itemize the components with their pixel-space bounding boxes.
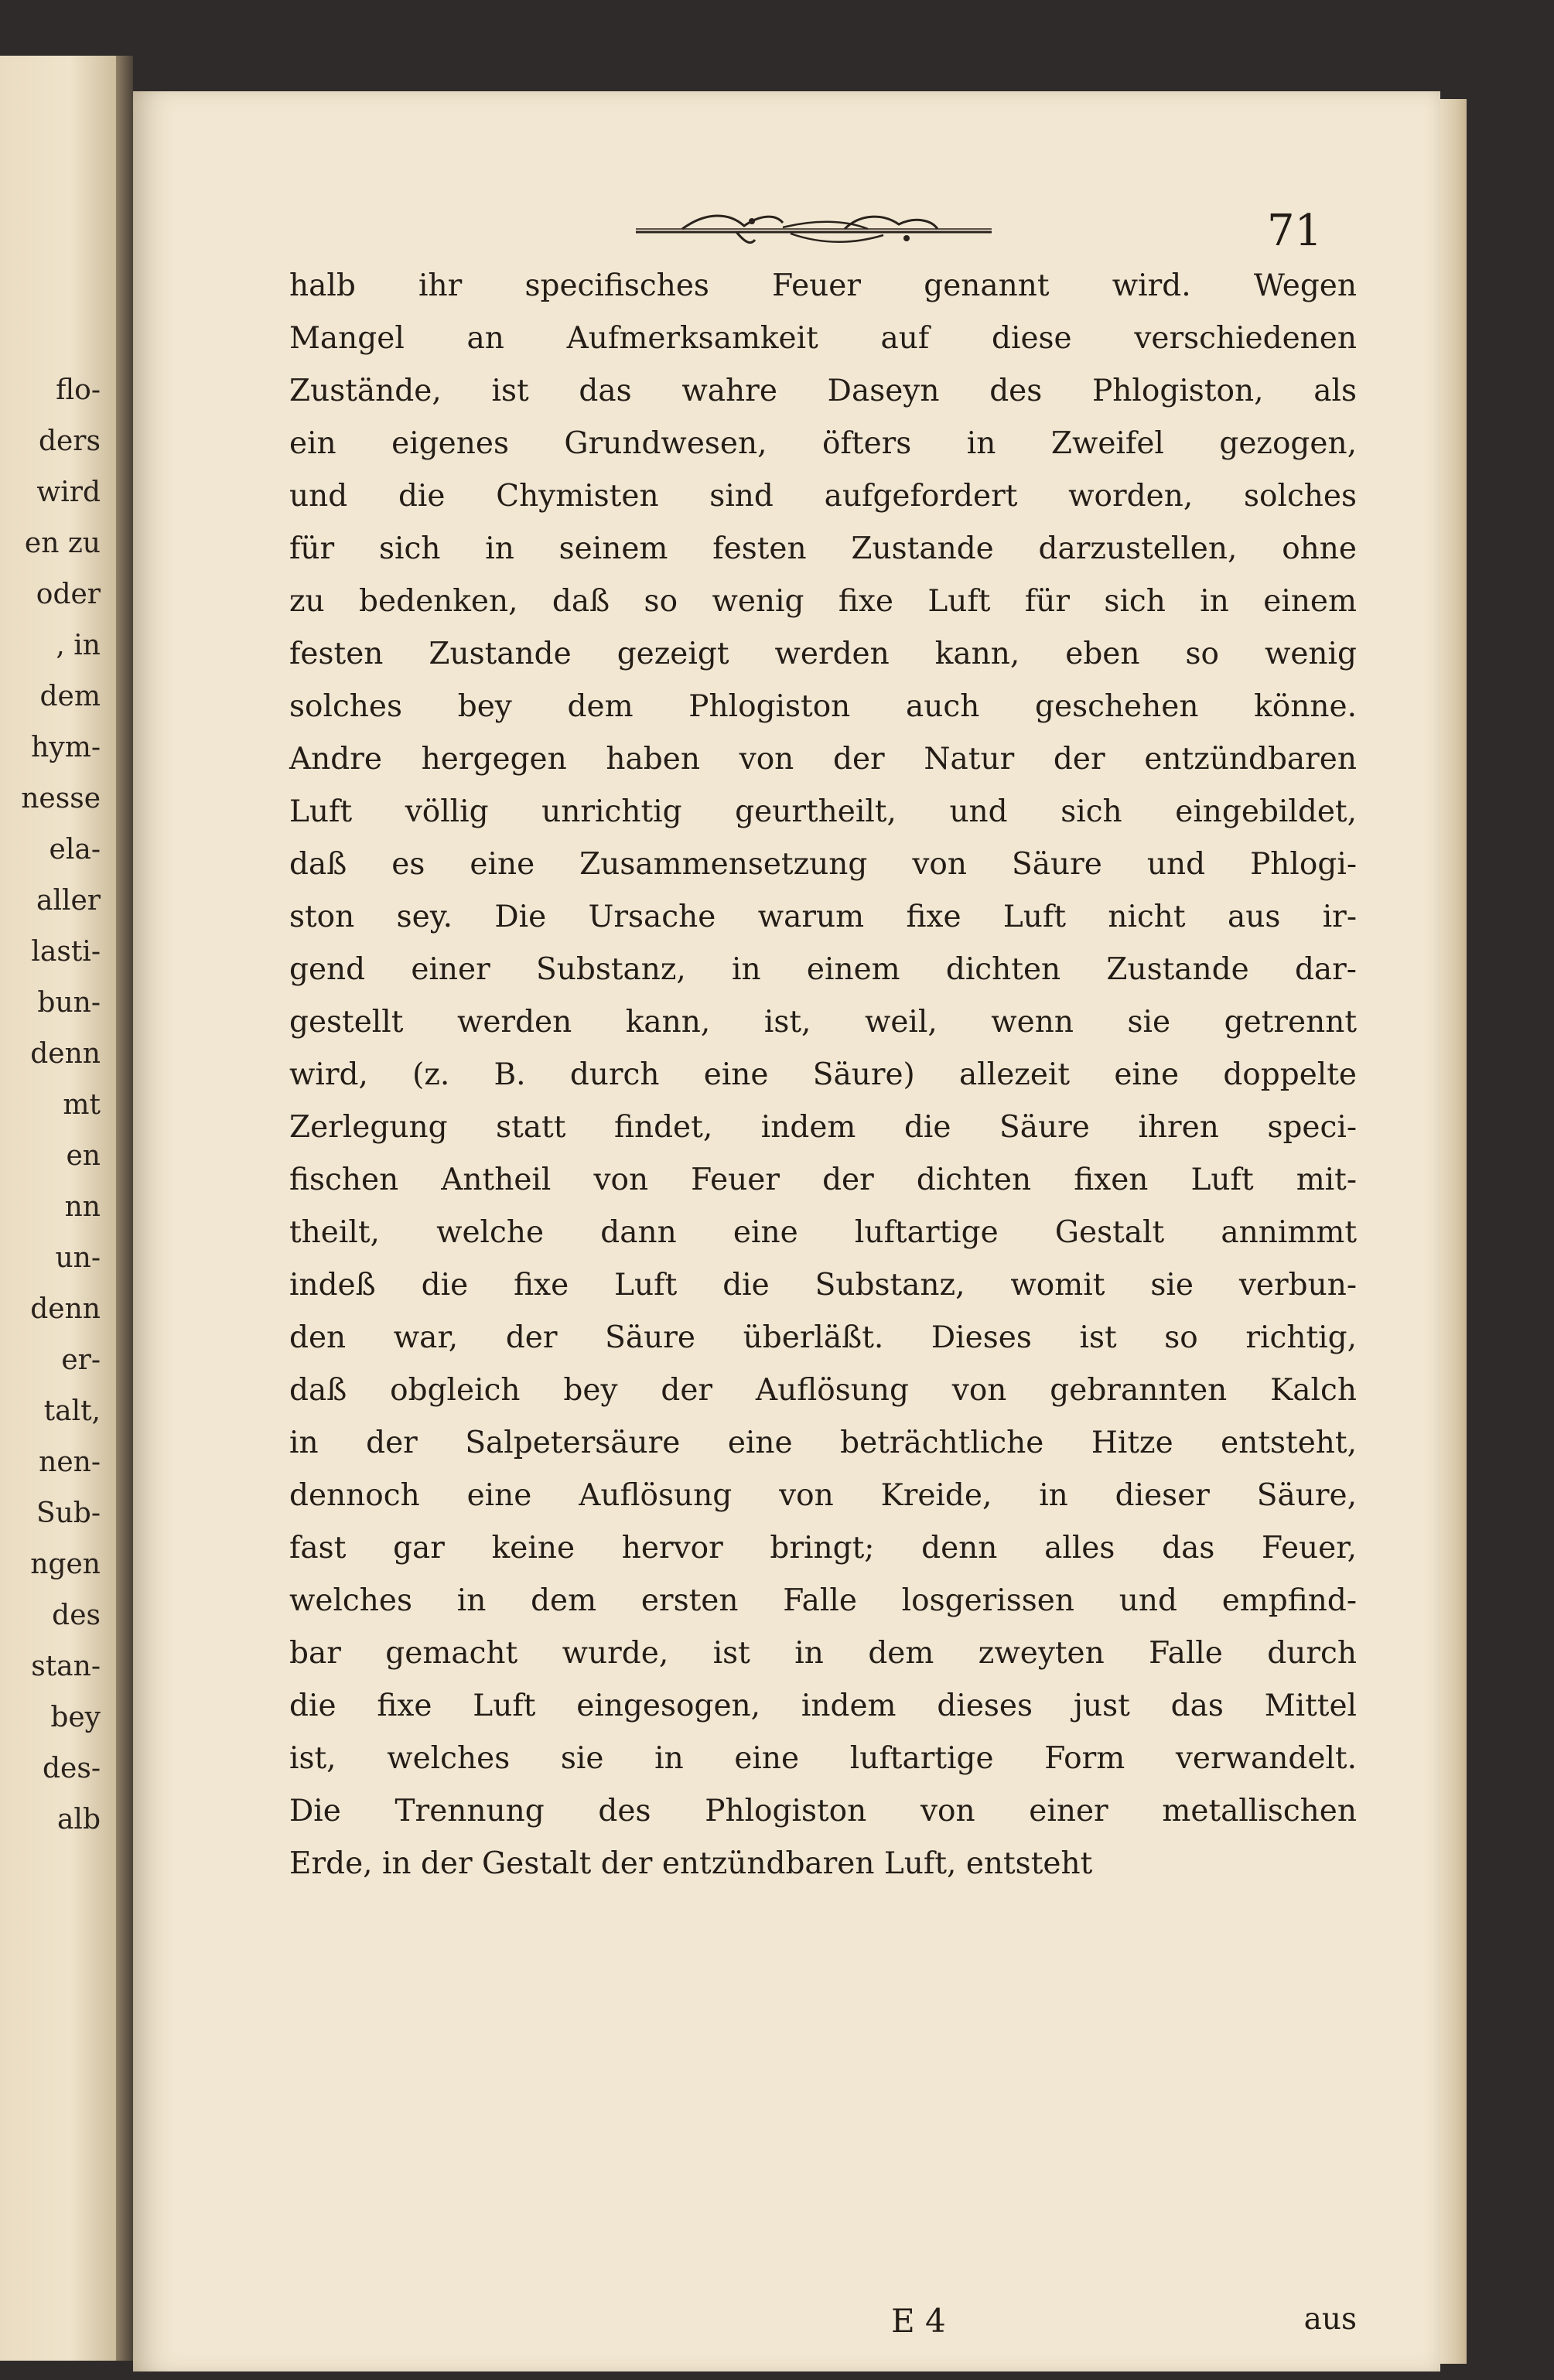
left-fragment: alb <box>56 1804 101 1835</box>
left-fragment: nn <box>64 1191 101 1223</box>
text-line: Zustände, ist das wahre Daseyn des Phlogiston, als <box>289 374 1357 408</box>
page-body <box>289 260 1357 1890</box>
left-fragment: mt <box>63 1089 101 1121</box>
left-fragment: flo- <box>56 374 101 406</box>
left-fragment: oder <box>36 579 101 610</box>
text-line: theilt, welche dann eine luftartige Gestalt annimmt <box>289 1215 1357 1250</box>
headpiece-ornament-icon <box>628 206 999 252</box>
left-fragment: , in <box>56 630 101 661</box>
text-line: ein eigenes Grundwesen, öfters in Zweifel gezogen, <box>289 426 1357 461</box>
text-line: Mangel an Aufmerksamkeit auf diese verschiedenen <box>289 321 1357 356</box>
left-fragment: hym- <box>31 732 101 763</box>
text-line: Erde, in der Gestalt der entzündbaren Luft, entsteht <box>289 1846 1093 1881</box>
text-line: den war, der Säure überläßt. Dieses ist so richtig, <box>289 1320 1357 1355</box>
left-fragment: des <box>52 1600 101 1631</box>
catchword: aus <box>1303 2302 1357 2337</box>
text-line: dennoch eine Auflösung von Kreide, in dieser Säure, <box>289 1478 1357 1513</box>
text-line: indeß die fixe Luft die Substanz, womit sie verbun- <box>289 1268 1357 1303</box>
left-page-text-fragments <box>0 365 116 1846</box>
text-line: gend einer Substanz, in einem dichten Zustande dar- <box>289 952 1357 987</box>
text-line: ist, welches sie in eine luftartige Form verwandelt. <box>289 1741 1357 1776</box>
text-line: für sich in seinem festen Zustande darzustellen, ohne <box>289 531 1357 566</box>
left-fragment: bey <box>50 1702 101 1733</box>
page-number: 71 <box>1267 206 1323 256</box>
left-fragment: un- <box>55 1242 101 1274</box>
left-fragment: ela- <box>49 834 101 866</box>
left-fragment: bun- <box>37 987 101 1019</box>
text-line: daß es eine Zusammensetzung von Säure und Phlogi- <box>289 847 1357 882</box>
left-fragment: ngen <box>30 1549 101 1580</box>
text-line: bar gemacht wurde, ist in dem zweyten Falle durch <box>289 1636 1357 1671</box>
text-line: die fixe Luft eingesogen, indem dieses just das Mittel <box>289 1689 1357 1723</box>
left-page <box>0 56 116 2361</box>
text-line: Die Trennung des Phlogiston von einer metallischen <box>289 1794 1357 1829</box>
book-gutter <box>116 56 133 2361</box>
left-fragment: nen- <box>39 1446 101 1478</box>
left-fragment: en <box>66 1140 101 1172</box>
text-line: fischen Antheil von Feuer der dichten fixen Luft mit- <box>289 1163 1357 1197</box>
text-line: ston sey. Die Ursache warum fixe Luft nicht aus ir- <box>289 900 1357 934</box>
right-page <box>133 91 1440 2371</box>
left-fragment: aller <box>36 885 101 917</box>
text-line: welches in dem ersten Falle losgerissen und empfind- <box>289 1583 1357 1618</box>
text-line: wird, (z. B. durch eine Säure) allezeit eine doppelte <box>289 1057 1357 1092</box>
text-line: solches bey dem Phlogiston auch geschehen könne. <box>289 689 1357 724</box>
left-fragment: denn <box>30 1038 101 1070</box>
text-line: zu bedenken, daß so wenig fixe Luft für sich in einem <box>289 584 1357 619</box>
left-fragment: lasti- <box>31 936 101 968</box>
page-footer <box>289 2302 1357 2356</box>
left-fragment: Sub- <box>36 1497 101 1529</box>
text-line: gestellt werden kann, ist, weil, wenn sie getrennt <box>289 1005 1357 1040</box>
left-fragment: wird <box>36 476 101 508</box>
text-line: fast gar keine hervor bringt; denn alles das Feuer, <box>289 1531 1357 1566</box>
text-line: halb ihr specifisches Feuer genannt wird. Wegen <box>289 268 1357 303</box>
left-fragment: en zu <box>24 528 101 559</box>
page-edges <box>1440 99 1467 2364</box>
left-fragment: ders <box>38 425 101 457</box>
text-line: daß obgleich bey der Auflösung von gebrannten Kalch <box>289 1373 1357 1408</box>
text-line: und die Chymisten sind aufgefordert worden, solches <box>289 479 1357 514</box>
left-fragment: des- <box>43 1753 101 1784</box>
text-line: Andre hergegen haben von der Natur der entzündbaren <box>289 742 1357 777</box>
left-fragment: denn <box>30 1293 101 1325</box>
text-line: Luft völlig unrichtig geurtheilt, und sich eingebildet, <box>289 794 1357 829</box>
left-fragment: talt, <box>43 1395 101 1427</box>
left-fragment: nesse <box>21 783 101 814</box>
left-fragment: er- <box>61 1344 101 1376</box>
text-line: in der Salpetersäure eine beträchtliche Hitze entsteht, <box>289 1426 1357 1460</box>
left-fragment: dem <box>39 681 101 712</box>
text-line: festen Zustande gezeigt werden kann, eben so wenig <box>289 637 1357 671</box>
left-fragment: stan- <box>31 1651 101 1682</box>
signature-mark: E 4 <box>891 2302 946 2340</box>
text-line: Zerlegung statt findet, indem die Säure ihren speci- <box>289 1110 1357 1145</box>
